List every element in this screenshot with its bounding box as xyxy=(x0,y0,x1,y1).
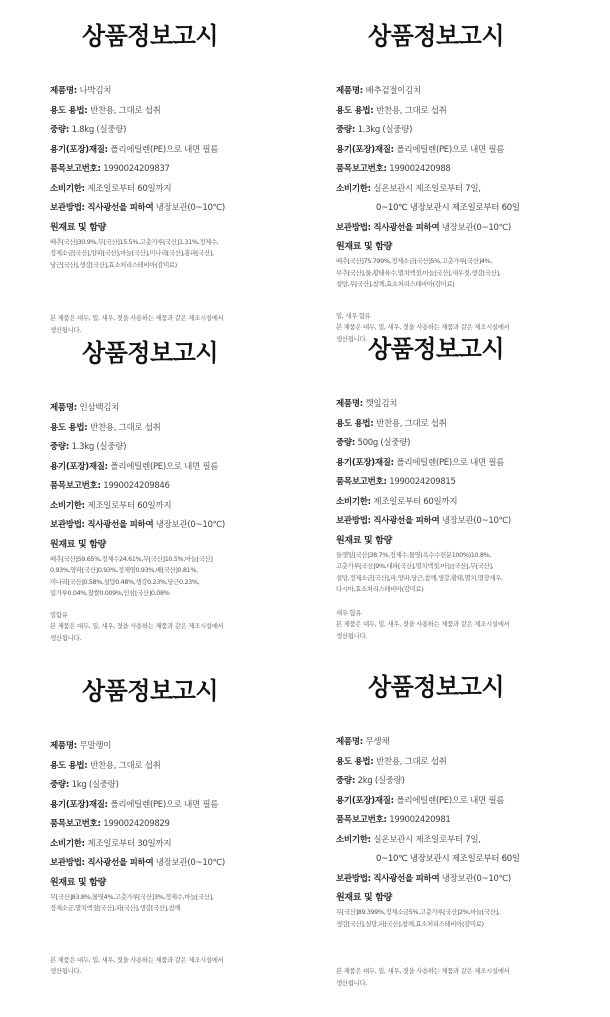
expiry-label: 소비기한: xyxy=(50,500,88,511)
weight-value: 1.3kg (실중량) xyxy=(357,125,413,135)
weight-row xyxy=(336,772,596,792)
facility-notice: 본 제품은 대두, 밀, 새우, 젓을 사용하는 제품과 같은 제조시설에서 xyxy=(50,314,224,322)
facility-notice: 본 제품은 대두, 밀, 새우, 젓을 사용하는 제품과 같은 제조시설에서 xyxy=(336,620,510,628)
expiry-label: 소비기한: xyxy=(336,834,374,845)
panel-title: 상품정보고시 xyxy=(81,339,219,367)
weight-value: 1.8kg (실중량) xyxy=(71,125,127,135)
packaging-value: 폴리에틸렌(PE)으로 내면 필름 xyxy=(396,795,505,806)
storage-label: 보관방법: xyxy=(336,222,374,233)
usage-row xyxy=(336,102,596,122)
ingredients-line: 무[국산]83.8%,물엿4%,고춧가루[국산]3%,정제수,마늘[국산], xyxy=(50,892,214,901)
product-name-label: 제품명: xyxy=(336,399,366,409)
info-panel-1 xyxy=(50,20,310,336)
expiry-value: 제조일로부터 60일까지 xyxy=(373,496,458,507)
product-name-row xyxy=(50,399,310,419)
expiry-row xyxy=(336,831,596,851)
storage-bold-value: 직사광선을 피하여 xyxy=(373,873,440,884)
packaging-label: 용기(포장)재질: xyxy=(336,144,397,155)
allergy-notice: 새우 함유 xyxy=(336,608,362,617)
facility-notice: 생산됩니다. xyxy=(336,334,368,343)
storage-row xyxy=(50,199,310,219)
ingredients-line: 무[국산]89.399%,정제소금5%,고춧가루[국산]2%,마늘[국산], xyxy=(336,908,500,916)
usage-label: 용도 용법: xyxy=(336,105,377,116)
product-name-row xyxy=(336,395,596,415)
facility-notice: 본 제품은 대두, 밀, 새우, 젓을 사용하는 제품과 같은 제조시설에서 xyxy=(336,967,510,975)
usage-value: 반찬용, 그대로 섭취 xyxy=(376,756,447,767)
report-number-value: 199002420981 xyxy=(389,815,451,825)
storage-label: 보관방법: xyxy=(336,516,374,526)
panel-title: 상품정보고시 xyxy=(367,22,505,50)
weight-value: 500g (실중량) xyxy=(357,438,411,448)
ingredients-heading: 원재료 및 함량 xyxy=(336,893,393,903)
facility-notice: 생산됩니다. xyxy=(336,978,368,987)
usage-row xyxy=(50,102,310,122)
weight-value: 2kg (실중량) xyxy=(357,776,405,786)
ingredients-heading: 원재료 및 함량 xyxy=(50,539,107,550)
ingredients-line: 부추[국산],물,황태육수,멸치액젓,마늘[국산],새우젓,생강[국산], xyxy=(336,268,501,277)
weight-row xyxy=(336,121,596,141)
report-number-label: 품목보고번호: xyxy=(50,481,104,491)
packaging-label: 용기(포장)재질: xyxy=(336,457,397,468)
weight-label: 중량: xyxy=(50,780,72,790)
product-name-value: 깻잎김치 xyxy=(365,399,398,409)
expiry-value: 제조일로부터 60일까지 xyxy=(87,183,172,194)
ingredients-line: 배추[국산]75.799%,정제소금[국산]5%,고춧가루[국산]4%, xyxy=(336,257,492,265)
info-panel-4 xyxy=(336,333,596,642)
facility-notice: 본 제품은 대두, 밀, 새우, 젓을 사용하는 제품과 같은 제조시설에서 xyxy=(50,622,224,630)
packaging-value: 폴리에틸렌(PE)으로 내면 필름 xyxy=(110,799,219,810)
report-number-label: 품목보고번호: xyxy=(50,164,104,174)
storage-row xyxy=(50,854,310,874)
ingredients-heading: 원재료 및 함량 xyxy=(50,222,107,233)
product-name-value: 배추겉절이김치 xyxy=(365,86,421,96)
packaging-label: 용기(포장)재질: xyxy=(50,799,111,810)
storage-row xyxy=(336,219,596,239)
weight-row xyxy=(50,776,310,796)
storage-value: 냉장보관(0~10℃) xyxy=(153,203,225,213)
ingredients-line: 다시마,효소처리스테비아(감미료) xyxy=(336,585,424,593)
packaging-label: 용기(포장)재질: xyxy=(50,461,111,472)
storage-bold-value: 직사광선을 피하여 xyxy=(373,222,440,233)
expiry-row xyxy=(50,835,310,855)
usage-value: 반찬용, 그대로 섭취 xyxy=(376,418,447,429)
ingredients-line: 밀가루0.04%,찹쌀0.009%,인삼[국산]0.08% xyxy=(50,589,170,597)
info-panel-5 xyxy=(50,675,310,978)
ingredients-heading: 원재료 및 함량 xyxy=(336,242,393,252)
storage-value: 냉장보관(0~10℃) xyxy=(153,520,225,530)
report-number-label: 품목보고번호: xyxy=(336,815,390,825)
expiry-value-continued: 0~10℃ 냉장보관시 제조일로부터 60일 xyxy=(376,854,520,864)
product-name-label: 제품명: xyxy=(50,86,80,96)
facility-notice: 본 제품은 대두, 밀, 새우, 젓을 사용하는 제품과 같은 제조시설에서 xyxy=(336,323,510,331)
ingredients-line: 당근[국산],생강[국산],효소처리스테비아(감미료) xyxy=(50,260,177,269)
weight-label: 중량: xyxy=(50,125,72,135)
packaging-row xyxy=(50,141,310,161)
ingredients-line: 0.93%,양파[국산]0.93%,정제염0.93%,배[국산]0.81%, xyxy=(50,566,198,574)
storage-row xyxy=(50,516,310,536)
facility-notice: 생산됩니다. xyxy=(50,633,82,642)
usage-label: 용도 용법: xyxy=(336,756,377,767)
usage-value: 반찬용, 그대로 섭취 xyxy=(90,105,161,116)
info-panel-2 xyxy=(336,20,596,345)
ingredients-heading: 원재료 및 함량 xyxy=(336,535,393,546)
usage-label: 용도 용법: xyxy=(50,760,91,771)
storage-value: 냉장보관(0~10℃) xyxy=(439,873,511,884)
report-number-label: 품목보고번호: xyxy=(336,477,390,487)
weight-row xyxy=(336,434,596,454)
storage-value: 냉장보관(0~10℃) xyxy=(153,858,225,868)
usage-value: 반찬용, 그대로 섭취 xyxy=(376,105,447,116)
report-number-value: 1990024209829 xyxy=(103,819,170,829)
facility-notice: 생산됩니다. xyxy=(50,967,82,975)
product-name-label: 제품명: xyxy=(336,737,366,747)
expiry-value: 제조일로부터 30일까지 xyxy=(87,838,172,849)
report-number-row xyxy=(50,815,310,835)
report-number-row xyxy=(336,811,596,831)
ingredients-line: 정제소금,멸치액젓[국산],파[국산],생강[국산],참깨 xyxy=(50,904,181,912)
ingredients-line: 배추[국산]59.65%,정제수24.61%,무[국산]10.5%,마늘[국산] xyxy=(50,554,213,563)
expiry-row xyxy=(336,180,596,200)
report-number-row xyxy=(50,477,310,497)
packaging-row xyxy=(336,141,596,161)
expiry-row xyxy=(50,180,310,200)
info-panel-3 xyxy=(50,337,310,644)
facility-notice: 본 제품은 대두, 밀, 새우, 젓을 사용하는 제품과 같은 제조시설에서 xyxy=(50,955,224,964)
storage-label: 보관방법: xyxy=(50,203,88,213)
product-name-value: 무생채 xyxy=(365,737,390,747)
storage-bold-value: 직사광선을 피하여 xyxy=(87,520,154,530)
allergy-notice: 밀, 새우 함유 xyxy=(336,311,371,320)
packaging-row xyxy=(336,454,596,474)
product-name-value: 나박김치 xyxy=(79,86,112,96)
report-number-value: 1990024209837 xyxy=(103,164,170,174)
product-name-label: 제품명: xyxy=(50,741,80,751)
panel-title: 상품정보고시 xyxy=(81,677,219,705)
weight-row xyxy=(50,438,310,458)
product-name-row xyxy=(336,733,596,753)
packaging-row xyxy=(50,796,310,816)
ingredients-line: 고춧가루[국산]9%,대파[국산],멸치액젓,마늘[국산],무[국산], xyxy=(336,562,494,570)
report-number-value: 199002420988 xyxy=(389,164,451,174)
expiry-label: 소비기한: xyxy=(336,183,374,194)
product-name-value: 무말랭이 xyxy=(79,741,112,751)
product-name-label: 제품명: xyxy=(50,403,80,413)
ingredients-line: 미나리[국산]0.58%,설탕0.48%,생강0.23%,당근0.23%, xyxy=(50,577,200,586)
facility-notice: 생산됩니다. xyxy=(336,631,368,640)
packaging-row xyxy=(50,458,310,478)
storage-label: 보관방법: xyxy=(336,873,374,884)
storage-bold-value: 직사광선을 피하여 xyxy=(87,858,154,868)
expiry-row xyxy=(336,493,596,513)
panel-title: 상품정보고시 xyxy=(81,22,219,50)
usage-row xyxy=(336,415,596,435)
product-name-label: 제품명: xyxy=(336,86,366,96)
expiry-value-continued: 0~10℃ 냉장보관시 제조일로부터 60일 xyxy=(376,203,520,213)
usage-label: 용도 용법: xyxy=(50,422,91,433)
expiry-label: 소비기한: xyxy=(50,838,88,849)
storage-row xyxy=(336,870,596,890)
facility-notice: 생산됩니다. xyxy=(50,325,82,334)
storage-label: 보관방법: xyxy=(50,858,88,868)
usage-row xyxy=(50,419,310,439)
ingredients-line: 들깻잎[국산]38.7%,정제수,물엿(옥수수전분100%)10.8%, xyxy=(336,550,491,559)
ingredients-line: 배추[국산]30.9%,무[국산]15.5%,고춧가루[국산]1.31%,정제수, xyxy=(50,237,219,246)
report-number-row xyxy=(50,160,310,180)
ingredients-line: 정제소금[국산],양파[국산],마늘[국산],미나리[국산],홍파[국산], xyxy=(50,249,214,257)
ingredients-heading: 원재료 및 함량 xyxy=(50,877,107,888)
weight-row xyxy=(50,121,310,141)
packaging-value: 폴리에틸렌(PE)으로 내면 필름 xyxy=(396,457,505,468)
storage-value: 냉장보관(0~10℃) xyxy=(439,222,511,233)
ingredients-line: 설탕,정제소금[국산],파,양파,당근,참깨,생강,황태,멸치,멸장새우, xyxy=(336,573,503,582)
product-name-row xyxy=(50,737,310,757)
usage-value: 반찬용, 그대로 섭취 xyxy=(90,422,161,433)
packaging-label: 용기(포장)재질: xyxy=(50,144,111,155)
usage-row xyxy=(336,753,596,773)
expiry-label: 소비기한: xyxy=(50,183,88,194)
storage-label: 보관방법: xyxy=(50,520,88,530)
weight-label: 중량: xyxy=(336,125,358,135)
packaging-value: 폴리에틸렌(PE)으로 내면 필름 xyxy=(110,144,219,155)
product-name-row xyxy=(336,82,596,102)
weight-label: 중량: xyxy=(336,438,358,448)
packaging-row xyxy=(336,792,596,812)
usage-label: 용도 용법: xyxy=(336,418,377,429)
expiry-label: 소비기한: xyxy=(336,496,374,507)
packaging-value: 폴리에틸렌(PE)으로 내면 필름 xyxy=(396,144,505,155)
expiry-value: 실온보관시 제조일로부터 7일, xyxy=(373,834,481,845)
report-number-label: 품목보고번호: xyxy=(336,164,390,174)
storage-value: 냉장보관(0~10℃) xyxy=(439,516,511,526)
packaging-value: 폴리에틸렌(PE)으로 내면 필름 xyxy=(110,461,219,472)
storage-row xyxy=(336,512,596,532)
report-number-row xyxy=(336,160,596,180)
panel-title: 상품정보고시 xyxy=(367,335,505,363)
ingredients-line: 생강[국산],설탕,파[국산],참깨,효소처리스테비아(감미료) xyxy=(336,919,484,928)
expiry-value: 실온보관시 제조일로부터 7일, xyxy=(373,183,481,194)
report-number-label: 품목보고번호: xyxy=(50,819,104,829)
product-name-row xyxy=(50,82,310,102)
weight-value: 1kg (실중량) xyxy=(71,780,119,790)
info-panel-6 xyxy=(336,671,596,989)
allergy-notice: 밀함유 xyxy=(50,610,68,619)
ingredients-line: 설탕,무[국산],참깨,효소처리스테비아(감미료) xyxy=(336,280,455,288)
panel-title: 상품정보고시 xyxy=(367,673,505,701)
weight-label: 중량: xyxy=(336,776,358,786)
storage-bold-value: 직사광선을 피하여 xyxy=(373,516,440,526)
report-number-row xyxy=(336,473,596,493)
usage-row xyxy=(50,757,310,777)
weight-label: 중량: xyxy=(50,442,72,452)
report-number-value: 1990024209815 xyxy=(389,477,456,487)
report-number-value: 1990024209846 xyxy=(103,481,170,491)
packaging-label: 용기(포장)재질: xyxy=(336,795,397,806)
weight-value: 1.3kg (실중량) xyxy=(71,442,127,452)
usage-value: 반찬용, 그대로 섭취 xyxy=(90,760,161,771)
expiry-value: 제조일로부터 60일까지 xyxy=(87,500,172,511)
product-name-value: 인삼백김치 xyxy=(79,403,120,413)
usage-label: 용도 용법: xyxy=(50,105,91,116)
storage-bold-value: 직사광선을 피하여 xyxy=(87,203,154,213)
expiry-row xyxy=(50,497,310,517)
